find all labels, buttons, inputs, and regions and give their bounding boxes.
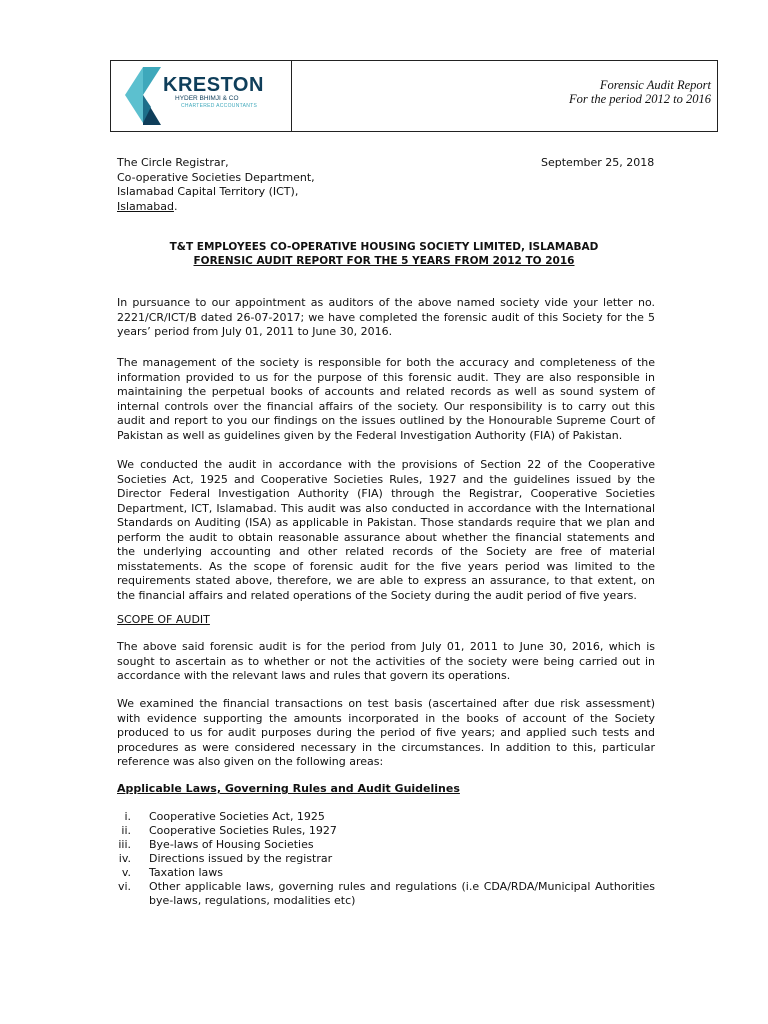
list-item-text: Cooperative Societies Rules, 1927 [149,824,337,837]
report-title: Forensic Audit Report [599,78,711,92]
address-city-suffix: . [173,199,178,213]
list-item-number: iii. [118,838,131,851]
list-item-number: ii. [121,824,131,837]
list-item-text: Directions issued by the registrar [149,852,333,865]
logo-name: KRESTON [163,74,264,96]
address-line: Co-operative Societies Department, [117,170,315,184]
recipient-address [117,156,417,214]
kreston-logo-mark-icon [121,65,165,127]
address-line: The Circle Registrar, [117,156,229,169]
address-city-line [117,200,417,215]
paragraph-scope-period: The above said forensic audit is for the period from July 01, 2011 to June 30, 2016, which is sought to ascertain as to whether or not the activities of the society were being carried out in accordance with the relevant laws and rules that govern its operations. [117,640,655,682]
report-period: For the period 2012 to 2016 [568,92,711,106]
list-item-number: v. [121,866,131,879]
list-item [100,824,655,838]
report-header [110,60,718,132]
list-item-text: Cooperative Societies Act, 1925 [149,810,325,823]
scope-of-audit-heading: SCOPE OF AUDIT [117,613,210,626]
logo-cell [111,61,292,131]
logo-subline: HYDER BHIMJI & CO [175,95,239,102]
list-item-number: vi. [117,880,131,893]
paragraph-appointment: In pursuance to our appointment as auditors of the above named society vide your letter no. 2221/CR/ICT/B dated 26-07-2017; we have completed the forensic audit of this Society for the 5 years’ period from July 01, 2011 to June 30, 2016. [117,296,655,338]
list-item [100,880,655,908]
list-item-text: Other applicable laws, governing rules and regulations (i.e CDA/RDA/Municipal Authorities bye-laws, regulations, modalities etc) [149,880,655,907]
list-item [100,838,655,852]
paragraph-audit-standards: We conducted the audit in accordance with the provisions of Section 22 of the Cooperative Societies Act, 1925 and Cooperative Societies Rules, 1927 and the guidelines issued by the Director Federal Investigation Authority (FIA) through the Registrar, Cooperative Societies Department, ICT, Islamabad. This audit was also conducted in accordance with the International Standards on Auditing (ISA) as applicable in Pakistan. Those standards require that we plan and perform the audit to obtain reasonable assurance about whether the financial statements and the underlying accounting and other related records of the Society are free of material misstatements. As the scope of forensic audit for the five years period was limited to the requirements stated above, therefore, we are able to express an assurance, to that extent, on the financial affairs and related operations of the Society during the audit period of five years. [117,458,655,602]
logo-subline-2: CHARTERED ACCOUNTANTS [181,103,258,109]
address-line: Islamabad Capital Territory (ICT), [117,185,299,198]
list-item-text: Bye-laws of Housing Societies [149,838,314,851]
logo-wordmark [163,75,264,110]
list-item [100,866,655,880]
paragraph-examination: We examined the financial transactions on test basis (ascertained after due risk assessment) with evidence supporting the amounts incorporated in the books of account of the Society produced to us for audit purposes during the period of five years; and applied such tests and procedures as were considered necessary in the circumstances. In addition to this, particular reference was also given on the following areas: [117,697,655,768]
list-item [100,852,655,866]
paragraph-responsibility: The management of the society is responsible for both the accuracy and completeness of the information provided to us for the purpose of this forensic audit. They are also responsible in maintaining the perpetual books of accounts and related records as well as sound system of internal controls over the financial affairs of the society. Our responsibility is to carry out this audit and report to you our findings on the issues outlined by the Honourable Supreme Court of Pakistan as well as guidelines given by the Federal Investigation Authority (FIA) of Pakistan. [117,356,655,442]
list-item-text: Taxation laws [149,866,223,879]
letter-date: September 25, 2018 [541,156,655,169]
list-item [100,810,655,824]
document-subtitle: FORENSIC AUDIT REPORT FOR THE 5 YEARS FROM 2012 TO 2016 [193,255,575,267]
list-item-number: i. [124,810,131,823]
laws-heading: Applicable Laws, Governing Rules and Audit Guidelines [117,782,460,795]
address-city: Islamabad [117,199,174,213]
list-item-number: iv. [118,852,131,865]
laws-list [100,810,655,908]
report-info-cell [292,61,717,131]
document-title: T&T EMPLOYEES CO-OPERATIVE HOUSING SOCIETY LIMITED, ISLAMABAD [169,241,599,253]
